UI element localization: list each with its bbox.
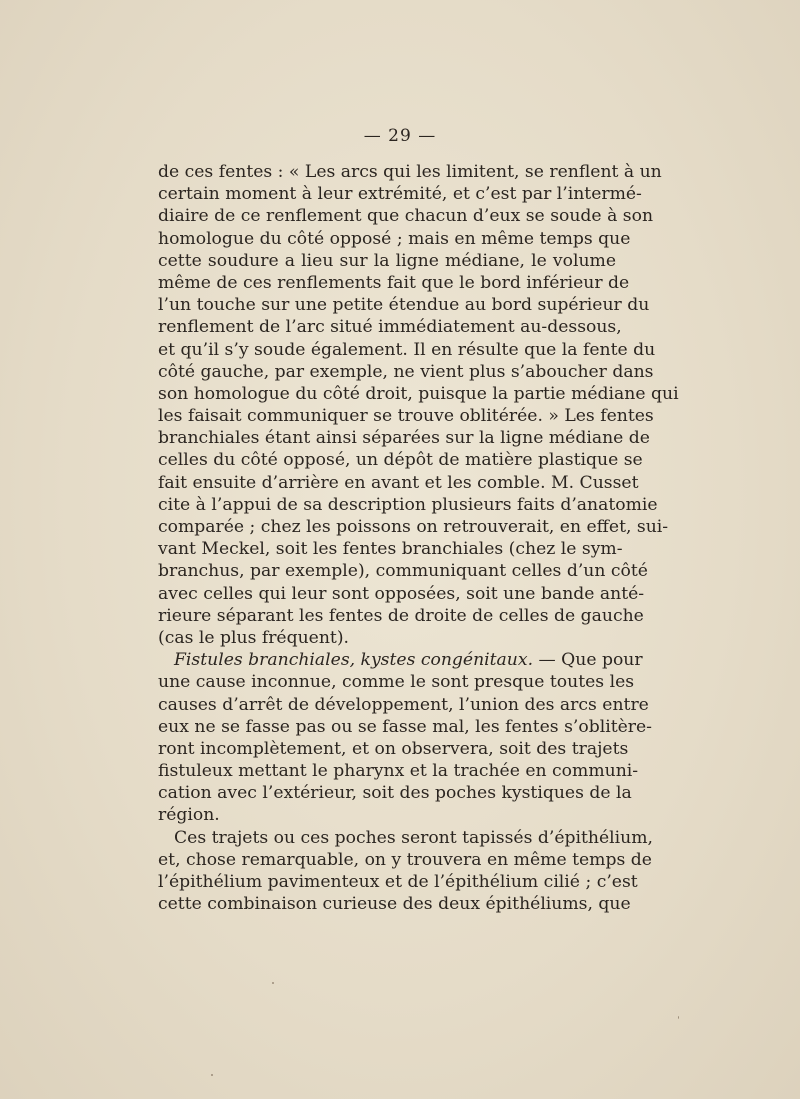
paper-speck	[211, 1074, 213, 1076]
text-line: et qu’il s’y soude également. Il en résulte que la fente du	[158, 339, 656, 360]
text-line: et, chose remarquable, on y trouvera en même temps de	[158, 849, 652, 870]
text-line: rieure séparant les fentes de droite de celles de gauche	[158, 605, 644, 626]
text-line: fistuleux mettant le pharynx et la trachée en communi-	[158, 761, 639, 782]
text-line: (cas le plus fréquent).	[158, 627, 349, 648]
text-line: celles du côté opposé, un dépôt de matière plastique se	[158, 450, 643, 471]
section-heading-continuation: — Que pour	[533, 650, 643, 671]
text-line: renflement de l’arc situé immédiatement au-dessous,	[158, 317, 622, 338]
text-line: cation avec l’extérieur, soit des poches kystiques de la	[158, 783, 632, 804]
text-line: fait ensuite d’arrière en avant et les comble. M. Cusset	[158, 472, 639, 493]
paper-speck	[678, 1016, 679, 1019]
paper-speck	[272, 982, 274, 984]
text-line: avec celles qui leur sont opposées, soit une bande anté-	[158, 583, 645, 604]
text-line: branchiales étant ainsi séparées sur la ligne médiane de	[158, 428, 650, 449]
page-number: — 29 —	[363, 126, 437, 146]
text-line: diaire de ce renflement que chacun d’eux se soude à son	[158, 206, 654, 227]
text-line: cite à l’appui de sa description plusieurs faits d’anatomie	[158, 494, 658, 515]
text-line: l’épithélium pavimenteux et de l’épithélium cilié ; c’est	[158, 872, 638, 892]
text-line: cette soudure a lieu sur la ligne médiane, le volume	[158, 250, 616, 271]
body-text	[158, 161, 679, 915]
text-line: les faisait communiquer se trouve oblitérée. » Les fentes	[158, 406, 654, 427]
text-line: côté gauche, par exemple, ne vient plus s’aboucher dans	[158, 361, 654, 382]
section-heading-line	[158, 649, 643, 671]
text-line: causes d’arrêt de développement, l’union des arcs entre	[158, 694, 649, 715]
text-line: son homologue du côté droit, puisque la partie médiane qui	[158, 383, 679, 404]
text-line: certain moment à leur extrémité, et c’est par l’intermé-	[158, 184, 642, 205]
text-line: même de ces renflements fait que le bord inférieur de	[158, 272, 630, 293]
text-line: homologue du côté opposé ; mais en même temps que	[158, 228, 631, 249]
text-line: une cause inconnue, comme le sont presque toutes les	[158, 672, 635, 693]
text-line: de ces fentes : « Les arcs qui les limitent, se renflent à un	[158, 162, 662, 182]
text-line: cette combinaison curieuse des deux épithéliums, que	[158, 894, 631, 915]
text-line: ront incomplètement, et on observera, soit des trajets	[158, 738, 629, 759]
text-line: comparée ; chez les poissons on retrouverait, en effet, sui-	[158, 517, 669, 537]
text-line: Ces trajets ou ces poches seront tapissés d’épithélium,	[174, 827, 653, 848]
text-line: l’un touche sur une petite étendue au bord supérieur du	[158, 295, 650, 316]
text-line: région.	[158, 805, 220, 826]
text-line: eux ne se fasse pas ou se fasse mal, les fentes s’oblitère-	[158, 716, 652, 737]
text-line: vant Meckel, soit les fentes branchiales (chez le sym-	[158, 539, 623, 560]
text-line: branchus, par exemple), communiquant celles d’un côté	[158, 561, 648, 582]
section-heading: Fistules branchiales, kystes congénitaux.	[174, 650, 534, 671]
